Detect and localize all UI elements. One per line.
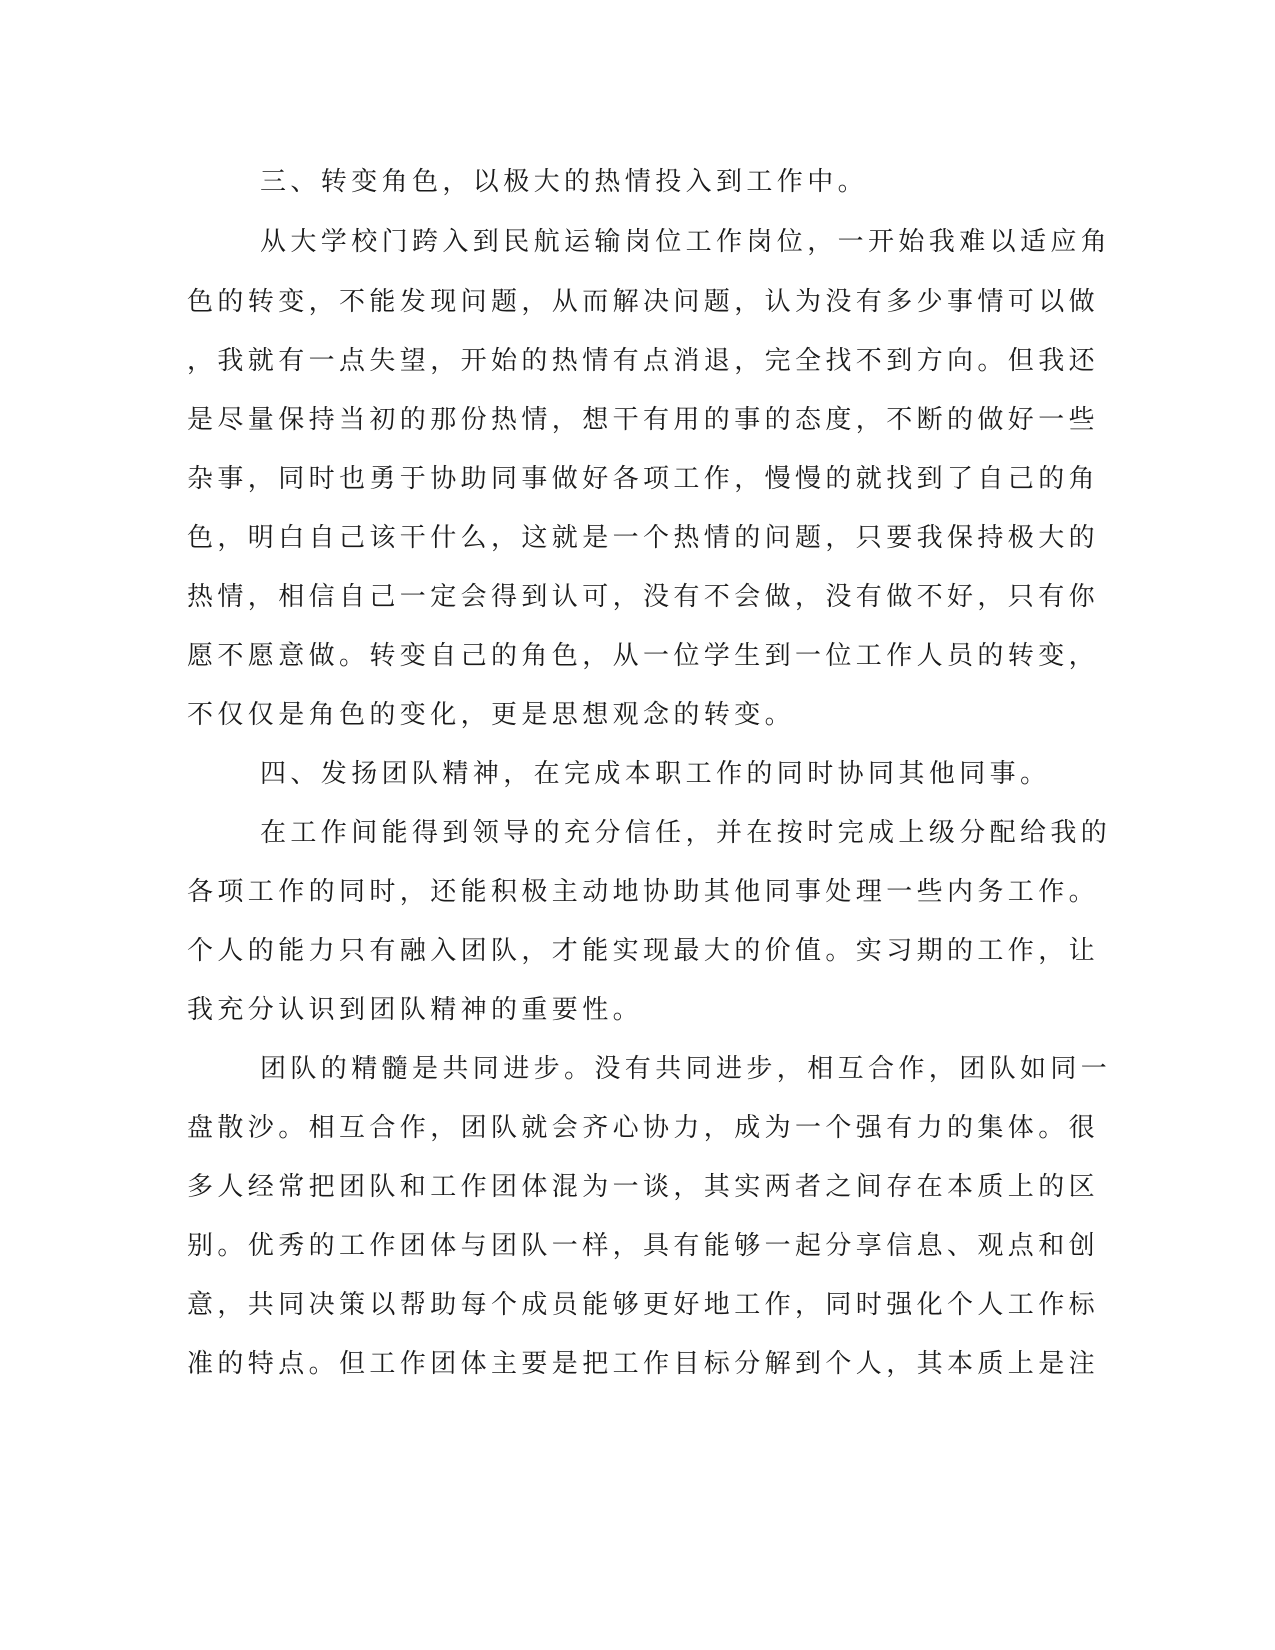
paragraph-line: 多人经常把团队和工作团体混为一谈，其实两者之间存在本质上的区 xyxy=(187,1172,1100,1202)
paragraph-line: 准的特点。但工作团体主要是把工作目标分解到个人，其本质上是注 xyxy=(187,1349,1100,1379)
paragraph-line: 别。优秀的工作团体与团队一样，具有能够一起分享信息、观点和创 xyxy=(187,1231,1100,1261)
section-heading-3: 三、转变角色，以极大的热情投入到工作中。 xyxy=(260,167,869,197)
paragraph-line: 热情，相信自己一定会得到认可，没有不会做，没有做不好，只有你 xyxy=(187,582,1100,612)
paragraph-line: 不仅仅是角色的变化，更是思想观念的转变。 xyxy=(187,700,796,730)
paragraph-line: 从大学校门跨入到民航运输岗位工作岗位，一开始我难以适应角 xyxy=(260,227,1112,257)
paragraph-line: 个人的能力只有融入团队，才能实现最大的价值。实习期的工作，让 xyxy=(187,936,1100,966)
paragraph-line: 各项工作的同时，还能积极主动地协助其他同事处理一些内务工作。 xyxy=(187,877,1100,907)
paragraph-line: 是尽量保持当初的那份热情，想干有用的事的态度，不断的做好一些 xyxy=(187,405,1100,435)
paragraph-line: 愿不愿意做。转变自己的角色，从一位学生到一位工作人员的转变， xyxy=(187,641,1100,671)
paragraph-line: 我充分认识到团队精神的重要性。 xyxy=(187,995,644,1025)
paragraph-line: 色的转变，不能发现问题，从而解决问题，认为没有多少事情可以做 xyxy=(187,287,1100,317)
paragraph-line: 意，共同决策以帮助每个成员能够更好地工作，同时强化个人工作标 xyxy=(187,1290,1100,1320)
paragraph-line: ，我就有一点失望，开始的热情有点消退，完全找不到方向。但我还 xyxy=(187,346,1100,376)
paragraph-line: 盘散沙。相互合作，团队就会齐心协力，成为一个强有力的集体。很 xyxy=(187,1113,1100,1143)
paragraph-line: 色，明白自己该干什么，这就是一个热情的问题，只要我保持极大的 xyxy=(187,523,1100,553)
section-heading-4: 四、发扬团队精神，在完成本职工作的同时协同其他同事。 xyxy=(260,759,1051,789)
paragraph-line: 团队的精髓是共同进步。没有共同进步，相互合作，团队如同一 xyxy=(260,1054,1112,1084)
paragraph-line: 杂事，同时也勇于协助同事做好各项工作，慢慢的就找到了自己的角 xyxy=(187,464,1100,494)
paragraph-line: 在工作间能得到领导的充分信任，并在按时完成上级分配给我的 xyxy=(260,818,1112,848)
